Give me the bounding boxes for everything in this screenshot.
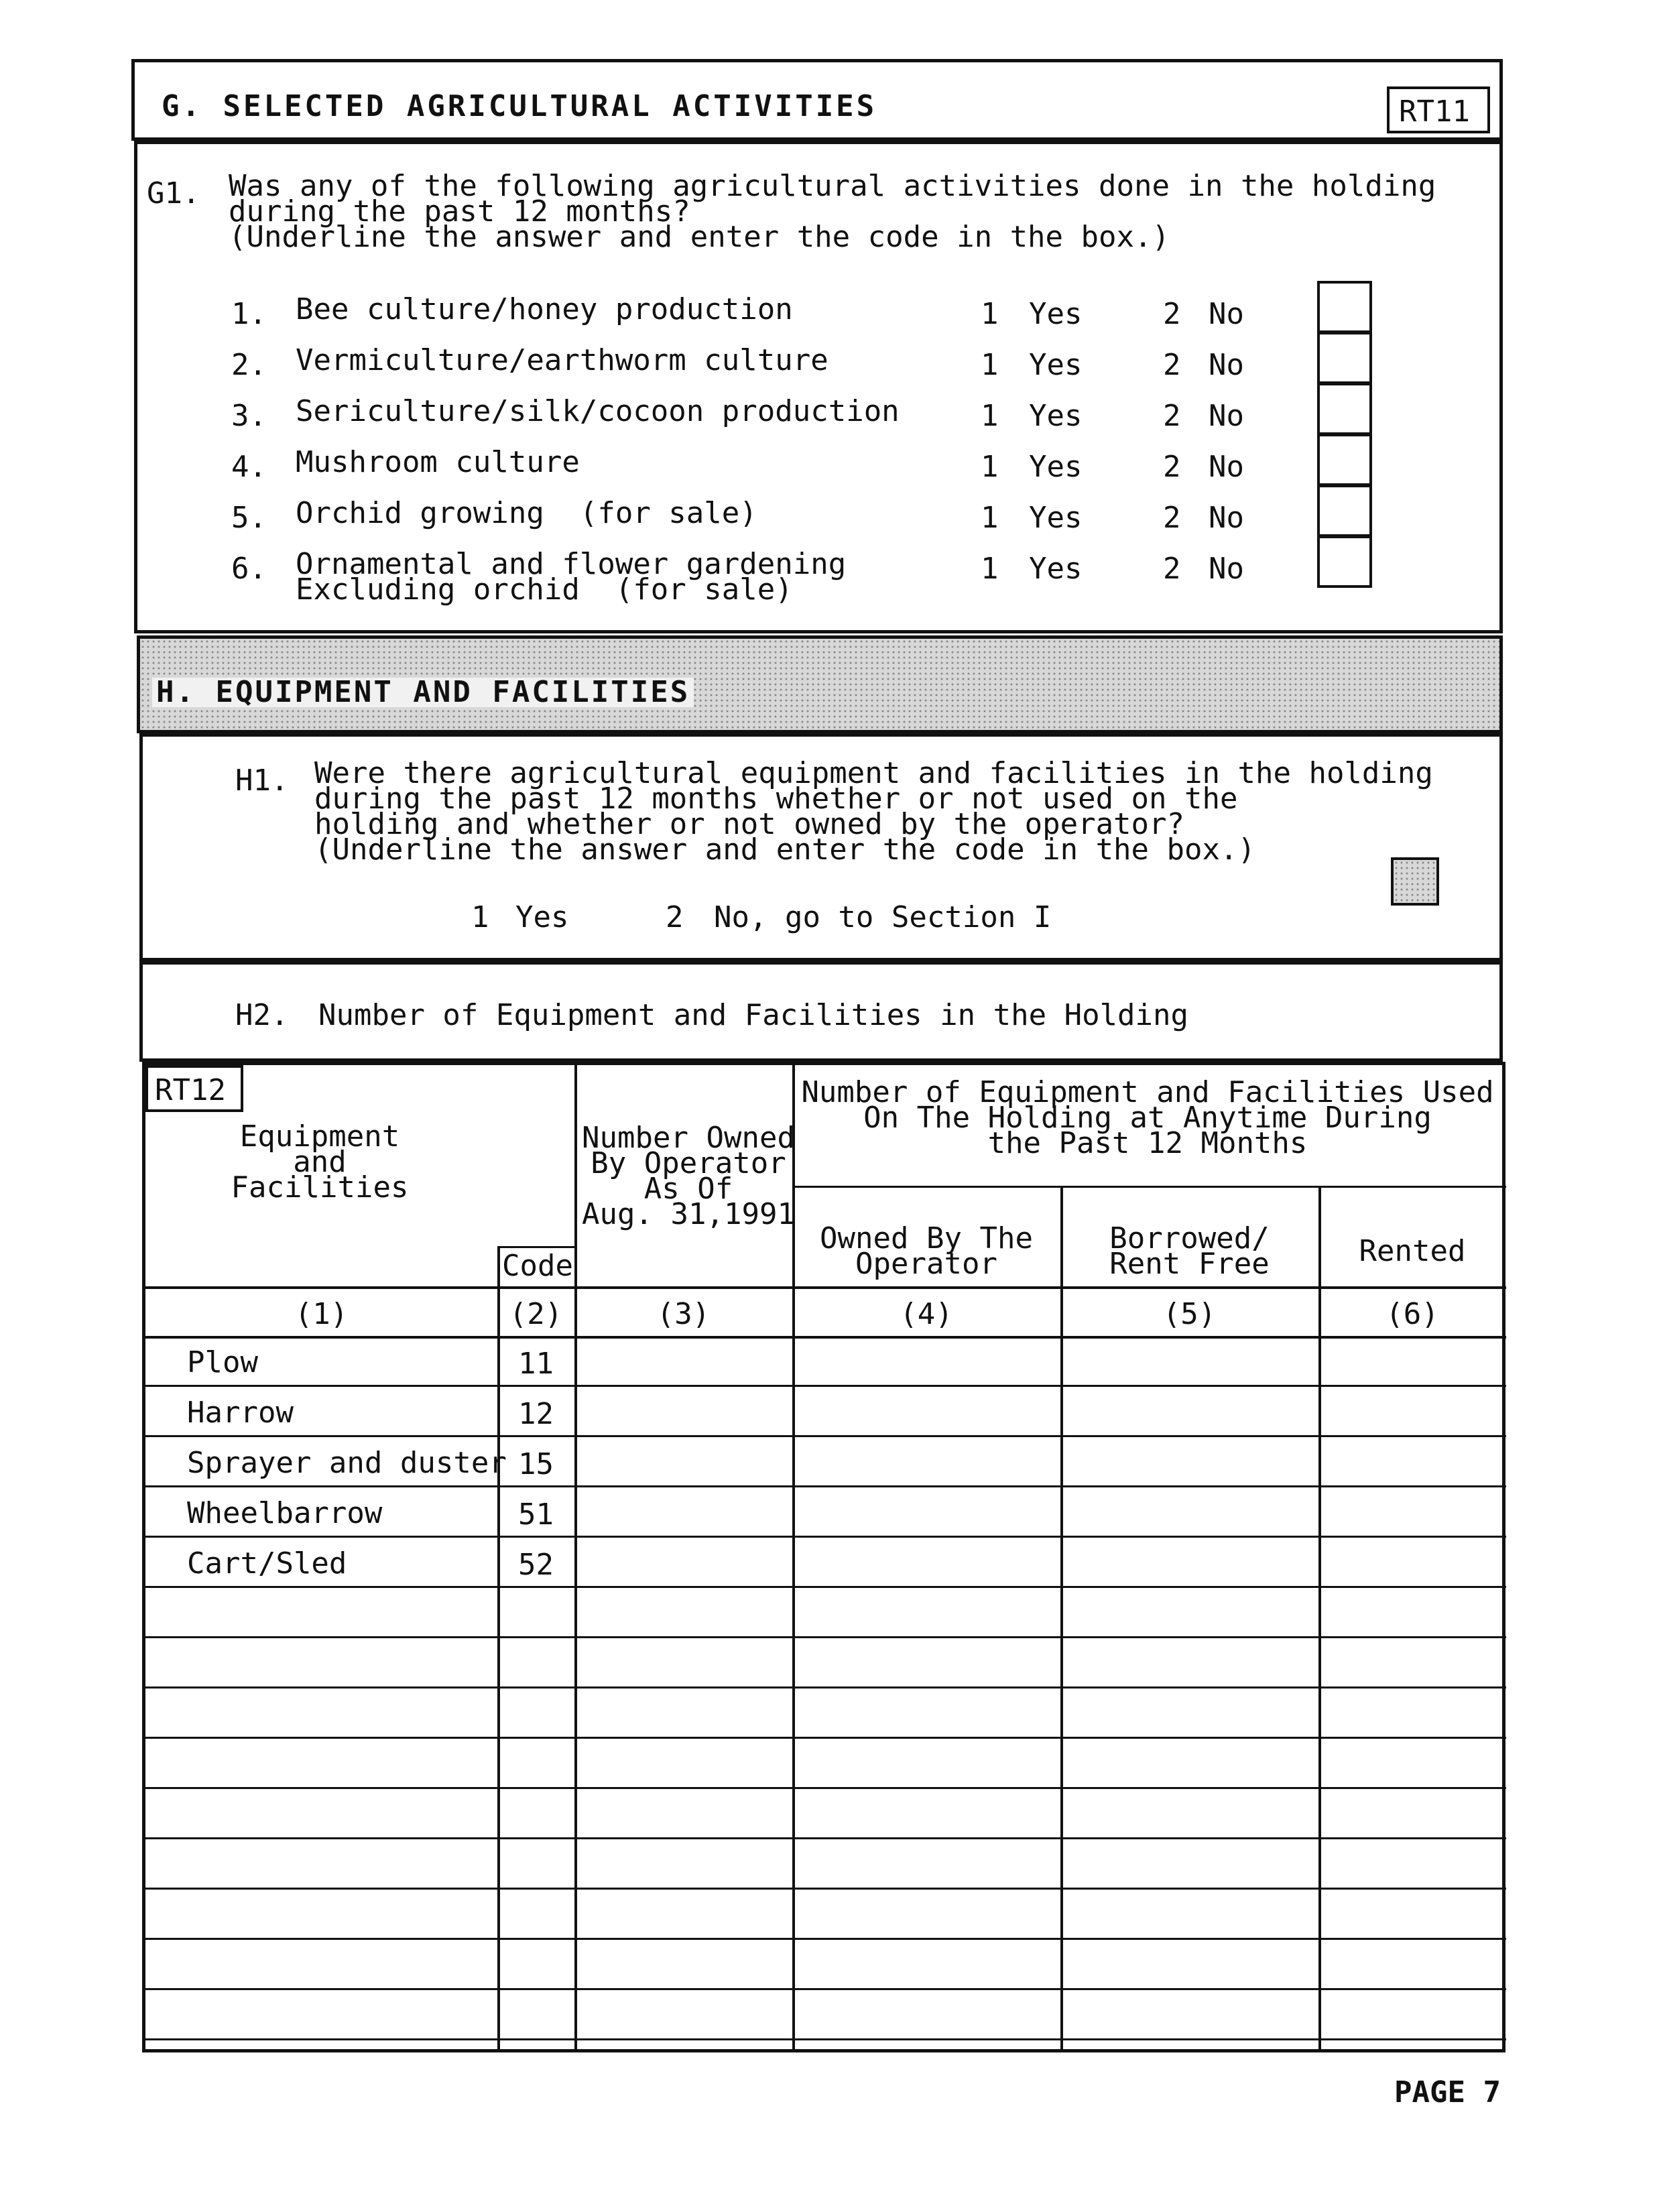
equipment-name: Sprayer and duster — [187, 1446, 507, 1480]
equipment-name: Cart/Sled — [187, 1546, 347, 1581]
g1-question: Was any of the following agricultural activities done in the holding during the past 12 months? (Underline the answer and enter the code in the box.) — [229, 169, 1436, 254]
g1-answer-box[interactable] — [1317, 281, 1372, 333]
table-row — [145, 1587, 1506, 1638]
g1-item-label: Ornamental and flower gardening Excluding orchid (for sale) — [296, 547, 847, 607]
cell-borrowed[interactable] — [1060, 1386, 1318, 1435]
g1-yes-option[interactable]: Yes — [1029, 501, 1083, 535]
g1-yes-code: 1 — [981, 348, 999, 382]
cell-owned-by-operator[interactable] — [792, 1386, 1060, 1435]
col-number: (4) — [900, 1297, 953, 1331]
cell-borrowed[interactable] — [1060, 1587, 1318, 1636]
equipment-table — [142, 1062, 1505, 2052]
g1-answer-box[interactable] — [1317, 434, 1372, 486]
table-row — [145, 1487, 1506, 1537]
g1-yes-code: 1 — [981, 501, 999, 535]
cell-borrowed[interactable] — [1060, 1537, 1318, 1586]
section-h2-block — [139, 961, 1503, 1062]
cell-owned-aug[interactable] — [574, 1839, 792, 1888]
page-number: PAGE 7 — [1394, 2075, 1501, 2109]
cell-owned-aug[interactable] — [574, 1436, 792, 1485]
cell-owned-aug[interactable] — [574, 1336, 792, 1385]
col-number: (1) — [294, 1297, 349, 1331]
g1-yes-code: 1 — [981, 450, 999, 484]
g1-no-option[interactable]: No — [1209, 399, 1244, 433]
g1-item-number: 5. — [231, 501, 267, 535]
g1-item-number: 3. — [231, 399, 267, 433]
cell-borrowed[interactable] — [1060, 1889, 1318, 1938]
col-number: (5) — [1162, 1297, 1217, 1331]
g1-answer-box[interactable] — [1317, 332, 1372, 384]
header-rented: Rented — [1359, 1234, 1466, 1268]
record-tag-rt11-label: RT11 — [1399, 95, 1470, 129]
cell-owned-by-operator[interactable] — [792, 1336, 1060, 1385]
h1-yes-code: 1 — [471, 900, 489, 934]
table-row — [145, 1738, 1506, 1788]
h2-title: Number of Equipment and Facilities in the Holding — [318, 998, 1189, 1032]
table-row — [145, 1889, 1506, 1939]
record-tag-rt11 — [1387, 86, 1490, 133]
cell-borrowed[interactable] — [1060, 1939, 1318, 1988]
g1-no-code: 2 — [1163, 450, 1181, 484]
cell-rented[interactable] — [1318, 1386, 1506, 1435]
cell-borrowed[interactable] — [1060, 1336, 1318, 1385]
cell-owned-aug[interactable] — [574, 1889, 792, 1938]
cell-rented[interactable] — [1318, 1638, 1506, 1686]
header-code: Code — [502, 1249, 573, 1283]
cell-owned-by-operator[interactable] — [792, 1989, 1060, 2038]
cell-borrowed[interactable] — [1060, 1839, 1318, 1888]
cell-owned-by-operator[interactable] — [792, 1537, 1060, 1586]
header-equipment: Equipment and Facilities — [231, 1119, 409, 1205]
cell-borrowed[interactable] — [1060, 1638, 1318, 1686]
cell-rented[interactable] — [1318, 1788, 1506, 1837]
g1-yes-code: 1 — [981, 552, 999, 586]
header-owned-aug: Number Owned By Operator As Of Aug. 31,1991 — [582, 1121, 795, 1231]
equipment-code: 52 — [518, 1548, 554, 1582]
header-used-group: Number of Equipment and Facilities Used On The Holding at Anytime During the Past 12 Months — [801, 1075, 1494, 1160]
table-row — [145, 1386, 1506, 1436]
cell-owned-by-operator[interactable] — [792, 1939, 1060, 1988]
cell-rented[interactable] — [1318, 1989, 1506, 2038]
cell-borrowed[interactable] — [1060, 1738, 1318, 1787]
cell-owned-aug[interactable] — [574, 1487, 792, 1536]
g1-yes-option[interactable]: Yes — [1029, 399, 1083, 433]
section-h-title: H. EQUIPMENT AND FACILITIES — [152, 678, 694, 707]
section-h-header — [137, 635, 1503, 733]
cell-owned-aug[interactable] — [574, 1989, 792, 2038]
cell-rented[interactable] — [1318, 1436, 1506, 1485]
g1-item-number: 6. — [231, 552, 267, 586]
g1-number: G1. — [147, 176, 200, 210]
g1-no-option[interactable]: No — [1209, 297, 1244, 331]
g1-answer-box[interactable] — [1317, 536, 1372, 588]
cell-borrowed[interactable] — [1060, 1487, 1318, 1536]
cell-owned-by-operator[interactable] — [792, 1436, 1060, 1485]
table-row — [145, 1638, 1506, 1688]
cell-rented[interactable] — [1318, 1889, 1506, 1938]
g1-yes-code: 1 — [981, 399, 999, 433]
table-row — [145, 1839, 1506, 1889]
h1-number: H1. — [235, 763, 289, 798]
cell-owned-by-operator[interactable] — [792, 1889, 1060, 1938]
g1-item-number: 2. — [231, 348, 267, 382]
h1-no-option[interactable]: No, go to Section I — [714, 900, 1052, 934]
cell-borrowed[interactable] — [1060, 1436, 1318, 1485]
g1-item-number: 1. — [231, 297, 267, 331]
equipment-code: 11 — [518, 1347, 554, 1381]
col-number: (3) — [656, 1297, 711, 1331]
cell-rented[interactable] — [1318, 1487, 1506, 1536]
g1-item-label: Vermiculture/earthworm culture — [296, 343, 828, 377]
g1-yes-option[interactable]: Yes — [1029, 552, 1083, 586]
equipment-code: 12 — [518, 1397, 554, 1431]
cell-owned-by-operator[interactable] — [792, 1587, 1060, 1636]
g1-item-number: 4. — [231, 450, 267, 484]
section-h1-block — [139, 733, 1503, 961]
cell-rented[interactable] — [1318, 1839, 1506, 1888]
record-tag-rt12-label: RT12 — [155, 1073, 226, 1107]
equipment-code: 51 — [518, 1497, 554, 1532]
table-row — [145, 1688, 1506, 1738]
g1-no-code: 2 — [1163, 399, 1181, 433]
equipment-code: 15 — [518, 1447, 554, 1481]
g1-item-label: Mushroom culture — [296, 445, 580, 479]
equipment-name: Wheelbarrow — [187, 1496, 383, 1530]
cell-owned-aug[interactable] — [574, 1738, 792, 1787]
g1-item-label: Bee culture/honey production — [296, 292, 793, 326]
g1-no-code: 2 — [1163, 348, 1181, 382]
g1-answer-box[interactable] — [1317, 383, 1372, 435]
cell-owned-aug[interactable] — [574, 1537, 792, 1586]
table-row — [145, 1989, 1506, 2040]
h1-no-code: 2 — [666, 900, 684, 934]
cell-owned-by-operator[interactable] — [792, 1487, 1060, 1536]
table-row — [145, 1436, 1506, 1487]
cell-rented[interactable] — [1318, 1738, 1506, 1787]
table-row — [145, 1788, 1506, 1839]
g1-no-option[interactable]: No — [1209, 552, 1244, 586]
g1-yes-option[interactable]: Yes — [1029, 450, 1083, 484]
h2-number: H2. — [235, 998, 289, 1032]
equipment-name: Harrow — [187, 1396, 294, 1430]
g1-answer-box[interactable] — [1317, 485, 1372, 537]
g1-no-code: 2 — [1163, 552, 1181, 586]
table-row — [145, 1537, 1506, 1587]
col-number: (6) — [1386, 1297, 1439, 1331]
cell-owned-by-operator[interactable] — [792, 1688, 1060, 1737]
equipment-name: Plow — [187, 1345, 258, 1379]
cell-rented[interactable] — [1318, 1587, 1506, 1636]
g1-yes-option[interactable]: Yes — [1029, 348, 1083, 382]
section-g-title: G. SELECTED AGRICULTURAL ACTIVITIES — [162, 89, 877, 123]
cell-owned-aug[interactable] — [574, 1788, 792, 1837]
cell-owned-aug[interactable] — [574, 1638, 792, 1686]
cell-owned-aug[interactable] — [574, 1939, 792, 1988]
cell-rented[interactable] — [1318, 1688, 1506, 1737]
g1-no-option[interactable]: No — [1209, 501, 1244, 535]
record-tag-rt12 — [145, 1065, 243, 1112]
g1-item-label: Orchid growing (for sale) — [296, 496, 757, 530]
section-g-body — [134, 141, 1503, 633]
col-number: (2) — [509, 1297, 563, 1331]
cell-owned-aug[interactable] — [574, 1386, 792, 1435]
g1-yes-option[interactable]: Yes — [1029, 297, 1083, 331]
cell-borrowed[interactable] — [1060, 1788, 1318, 1837]
cell-owned-by-operator[interactable] — [792, 1839, 1060, 1888]
cell-owned-by-operator[interactable] — [792, 1738, 1060, 1787]
cell-owned-aug[interactable] — [574, 1587, 792, 1636]
cell-owned-by-operator[interactable] — [792, 1638, 1060, 1686]
cell-borrowed[interactable] — [1060, 1688, 1318, 1737]
h1-yes-option[interactable]: Yes — [515, 900, 569, 934]
h1-question: Were there agricultural equipment and facilities in the holding during the past 12 months whether or not used on the holding and whether or not owned by the operator? (Underline the answer and enter the code in the box.) — [314, 756, 1433, 867]
header-owned-by-operator: Owned By The Operator — [820, 1221, 1033, 1281]
g1-no-option[interactable]: No — [1209, 450, 1244, 484]
table-row — [145, 1336, 1506, 1386]
cell-rented[interactable] — [1318, 1939, 1506, 1988]
cell-borrowed[interactable] — [1060, 1989, 1318, 2038]
g1-no-code: 2 — [1163, 501, 1181, 535]
cell-owned-aug[interactable] — [574, 1688, 792, 1737]
h1-answer-box[interactable] — [1391, 857, 1439, 906]
header-borrowed: Borrowed/ Rent Free — [1109, 1221, 1270, 1281]
section-g-header — [131, 59, 1503, 141]
cell-owned-by-operator[interactable] — [792, 1788, 1060, 1837]
g1-item-label: Sericulture/silk/cocoon production — [296, 394, 900, 428]
cell-rented[interactable] — [1318, 1336, 1506, 1385]
table-row — [145, 1939, 1506, 1989]
g1-no-code: 2 — [1163, 297, 1181, 331]
g1-no-option[interactable]: No — [1209, 348, 1244, 382]
cell-rented[interactable] — [1318, 1537, 1506, 1586]
g1-yes-code: 1 — [981, 297, 999, 331]
